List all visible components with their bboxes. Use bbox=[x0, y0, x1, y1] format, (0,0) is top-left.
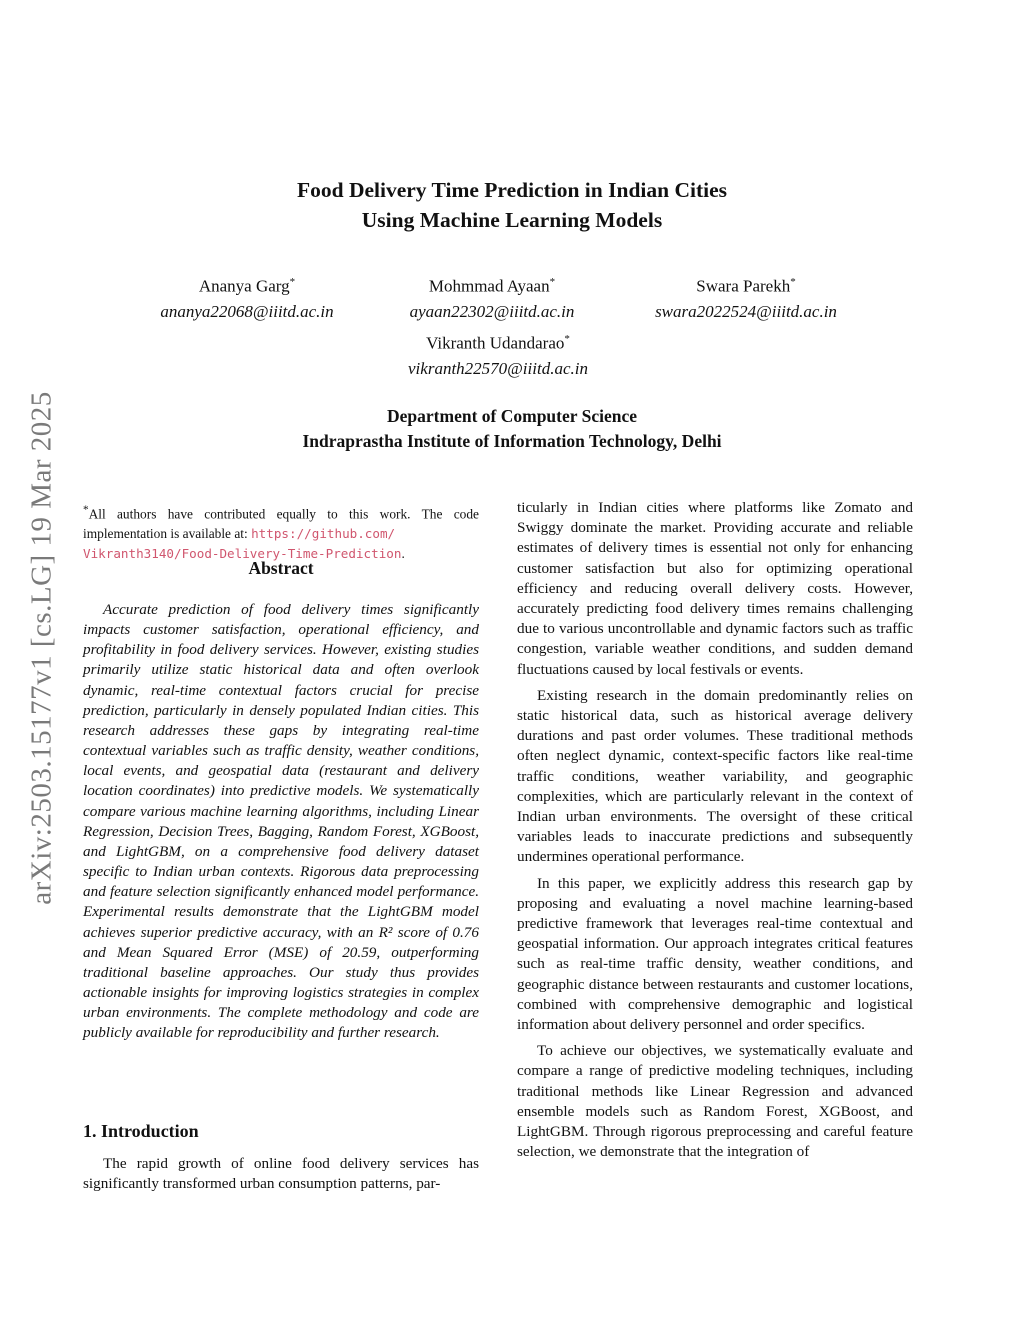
author-name: Vikranth Udandarao bbox=[426, 333, 565, 353]
author-name-wrap bbox=[596, 270, 896, 299]
author-name-wrap bbox=[348, 327, 648, 356]
abstract-heading: Abstract bbox=[248, 558, 314, 578]
author-email[interactable]: ayaan22302@iiitd.ac.in bbox=[409, 301, 575, 321]
institution: Indraprastha Institute of Information Technology, Delhi bbox=[302, 431, 722, 451]
introduction-paragraph-2: Existing research in the domain predominantly relies on static historical data, such as historical average delivery durations and past order volumes. These traditional methods often neglect dynamic, context-specific factors like real-time traffic conditions, weather variability, and geographic complexities, which are particularly relevant in the context of Indian urban environments. The oversight of these critical variables leads to inaccurate predictions and subsequently undermines operational performance. bbox=[517, 686, 913, 866]
author-mark: * bbox=[564, 333, 570, 345]
footnote-text: All authors have contributed equally to this work. The code implementation is available at: bbox=[83, 506, 479, 542]
introduction-paragraph-1: The rapid growth of online food delivery services has significantly transformed urban consumption patterns, par- bbox=[83, 1155, 479, 1193]
department: Department of Computer Science bbox=[387, 406, 637, 426]
author-mark: * bbox=[790, 276, 796, 288]
right-column bbox=[517, 498, 913, 1163]
author-email[interactable]: ananya22068@iiitd.ac.in bbox=[160, 301, 334, 321]
abstract-body: Accurate prediction of food delivery times significantly impacts customer satisfaction, operational efficiency, and profitability in food delivery services. However, existing studies primarily utilize static historical data and often overlook dynamic, real-time contextual factors crucial for precise prediction, particularly in densely populated Indian cities. This research addresses these gaps by integrating real-time contextual variables such as traffic density, weather conditions, local events, and geospatial data (restaurant and delivery location coordinates) into predictive models. We systematically compare various machine learning algorithms, including Linear Regression, Decision Trees, Bagging, Random Forest, XGBoost, and LightGBM, on a comprehensive food delivery dataset specific to Indian urban contexts. Rigorous data preprocessing and feature selection significantly enhanced model performance. Experimental results demonstrate that the LightGBM model achieves superior predictive accuracy, with an R² score of 0.76 and Mean Squared Error (MSE) of 20.59, outperforming traditional baseline approaches. Our study thus provides actionable insights for improving logistics strategies in complex urban environments. The complete methodology and code are publicly available for reproducibility and further research. bbox=[83, 601, 479, 1042]
introduction-paragraph-3: In this paper, we explicitly address this research gap by proposing and evaluating a novel machine learning-based predictive framework that leverages real-time contextual and geospatial information. Our approach integrates critical features such as real-time traffic density, weather conditions, and geographic distance between restaurants and customer locations, combined with comprehensive demographic and logistical information about delivery personnel and order specifics. bbox=[517, 874, 913, 1034]
code-link-part-2: Vikranth3140/Food-Delivery-Time-Prediction bbox=[83, 546, 402, 562]
footnote-mark: * bbox=[83, 504, 89, 516]
footnote-end: . bbox=[401, 546, 405, 562]
author-name: Ananya Garg bbox=[198, 276, 290, 296]
arxiv-identifier[interactable]: arXiv:2503.15177v1 [cs.LG] 19 Mar 2025 bbox=[25, 391, 58, 905]
author-block bbox=[348, 327, 648, 381]
author-name: Swara Parekh bbox=[696, 276, 791, 296]
author-mark: * bbox=[549, 276, 556, 288]
affiliation bbox=[0, 404, 1024, 454]
title-line-2: Using Machine Learning Models bbox=[361, 208, 663, 232]
author-block bbox=[596, 270, 896, 324]
introduction-paragraph-1-continued: ticularly in Indian cities where platforms like Zomato and Swiggy dominate the market. Providing accurate and reliable estimates of delivery times is essential not only for enhancing customer satisfaction but also for optimizing operational efficiency and reducing overall delivery costs. However, accurately predicting food delivery times remains challenging due to various uncontrollable and dynamic factors such as traffic congestion, variable weather conditions, and sudden demand fluctuations caused by local festivals or events. bbox=[517, 499, 913, 678]
author-email[interactable]: swara2022524@iiitd.ac.in bbox=[655, 301, 837, 321]
introduction-paragraph-4: To achieve our objectives, we systematically evaluate and compare a range of predictive modeling techniques, including traditional methods like Linear Regression and advanced ensemble models such as Random Forest, XGBoost, and LightGBM. Through rigorous preprocessing and careful feature selection, we demonstrate that the integration of bbox=[517, 1042, 913, 1161]
title-line-1: Food Delivery Time Prediction in Indian Cities bbox=[296, 178, 727, 202]
paper-title bbox=[0, 175, 1024, 235]
author-name: Mohmmad Ayaan bbox=[428, 276, 550, 296]
equal-contribution-footnote bbox=[83, 500, 479, 564]
code-link-part-1: https://github.com/ bbox=[251, 526, 396, 542]
section-heading-introduction: 1. Introduction bbox=[83, 1121, 199, 1141]
author-mark: * bbox=[289, 276, 296, 288]
author-email[interactable]: vikranth22570@iiitd.ac.in bbox=[408, 358, 588, 378]
